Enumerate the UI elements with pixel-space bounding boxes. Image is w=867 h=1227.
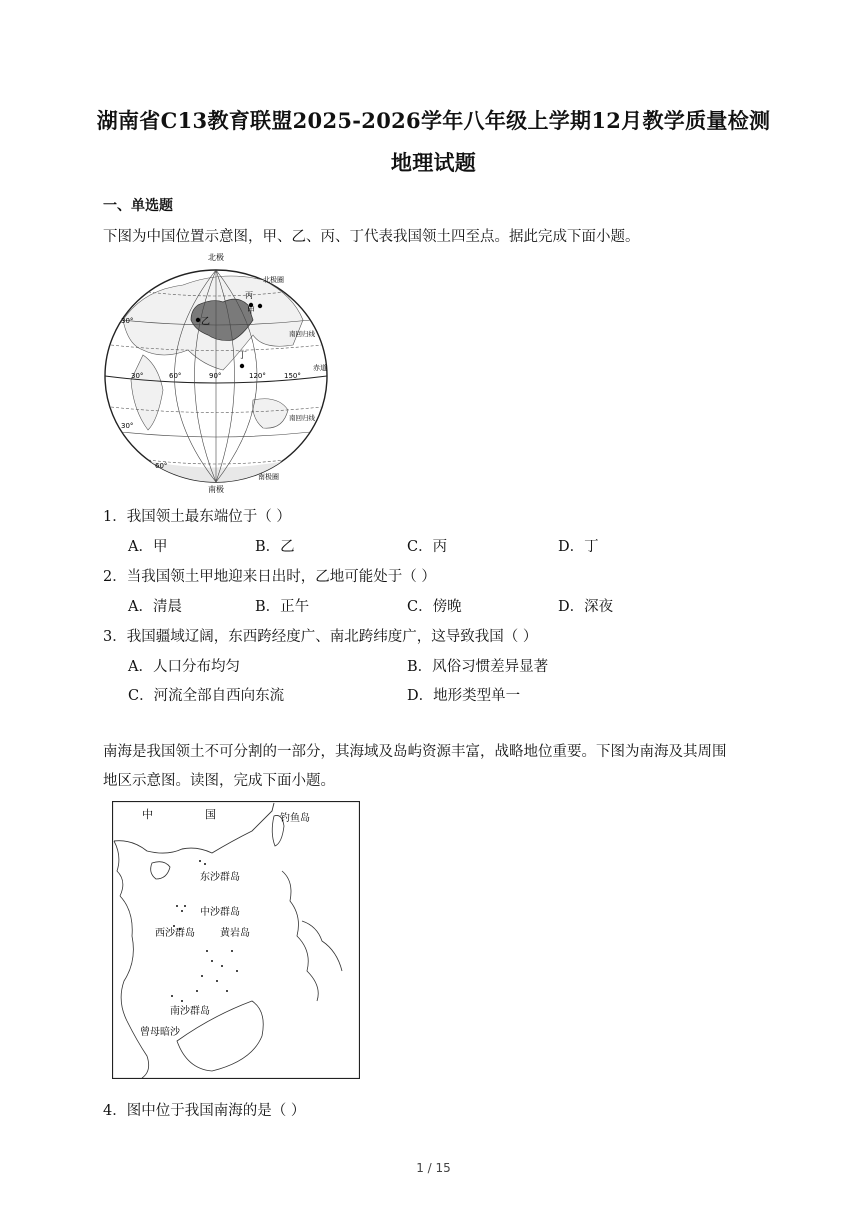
tropic-cancer-label: 南回归线	[289, 330, 315, 338]
intro-text-1: 下图为中国位置示意图，甲、乙、丙、丁代表我国领土四至点。据此完成下面小题。	[103, 229, 640, 245]
question-4-stem: 4．图中位于我国南海的是（ ）	[103, 1103, 306, 1119]
lat-30n-label: 30°	[121, 317, 134, 325]
china-label-1: 中	[142, 808, 153, 821]
q3-option-b[interactable]: B．风俗习惯差异显著	[407, 659, 549, 675]
dongsha-label: 东沙群岛	[200, 872, 240, 883]
q1-option-d[interactable]: D．丁	[558, 539, 599, 555]
lon-30-label: 30°	[131, 372, 144, 380]
question-2-stem: 2．当我国领土甲地迎来日出时，乙地可能处于（ ）	[103, 569, 436, 585]
lon-90-label: 90°	[209, 372, 222, 380]
china-label-2: 国	[205, 808, 216, 821]
lon-60-label: 60°	[169, 372, 182, 380]
q1-option-b[interactable]: B．乙	[255, 539, 295, 555]
section-heading: 一、单选题	[103, 198, 173, 214]
q3-option-d[interactable]: D．地形类型单一	[407, 688, 521, 704]
point-jia-label: 甲	[247, 306, 255, 315]
q1-option-c[interactable]: C．丙	[407, 539, 448, 555]
point-yi-label: 乙	[201, 317, 211, 327]
south-china-sea-map	[112, 801, 360, 1079]
page-subtitle: 地理试题	[390, 150, 477, 175]
intro-text-2-line1: 南海是我国领土不可分割的一部分，其海域及岛屿资源丰富，战略地位重要。下图为南海及其周围	[103, 744, 727, 760]
page-number: 1 / 15	[416, 1161, 451, 1175]
q1-option-a[interactable]: A．甲	[128, 539, 168, 555]
point-ding-label: 丁	[238, 351, 248, 361]
q3-option-a[interactable]: A．人口分布均匀	[128, 659, 240, 675]
q2-option-a[interactable]: A．清晨	[128, 599, 182, 615]
tropic-capricorn-label: 南回归线	[289, 414, 315, 422]
lat-30s-label: 30°	[121, 422, 134, 430]
intro-text-2-line2: 地区示意图。读图，完成下面小题。	[103, 773, 335, 789]
xisha-label: 西沙群岛	[155, 928, 195, 939]
nansha-label: 南沙群岛	[170, 1006, 210, 1017]
point-bing-label: 丙	[245, 291, 253, 300]
huangyan-label: 黄岩岛	[220, 928, 250, 939]
q2-option-b[interactable]: B．正午	[255, 599, 310, 615]
lat-60s-label: 60°	[155, 462, 168, 470]
question-1-stem: 1．我国领土最东端位于（ ）	[103, 509, 291, 525]
q2-option-d[interactable]: D．深夜	[558, 599, 614, 615]
lon-120-label: 120°	[249, 372, 266, 380]
question-3-stem: 3．我国疆域辽阔，东西跨经度广、南北跨纬度广，这导致我国（ ）	[103, 629, 538, 645]
china-location-globe-map	[103, 250, 329, 494]
q3-option-c[interactable]: C．河流全部自西向东流	[128, 688, 285, 704]
equator-label: 赤道	[313, 364, 327, 372]
page-title: 湖南省C13教育联盟2025-2026学年八年级上学期12月教学质量检测	[96, 108, 771, 133]
arctic-circle-label: 北极圈	[263, 276, 284, 284]
south-pole-label: 南极	[208, 485, 224, 494]
zengmu-label: 曾母暗沙	[140, 1027, 180, 1038]
diaoyu-label: 钓鱼岛	[280, 813, 310, 824]
zhongsha-label: 中沙群岛	[200, 907, 240, 918]
north-pole-label: 北极	[208, 253, 224, 262]
q2-option-c[interactable]: C．傍晚	[407, 599, 462, 615]
antarctic-circle-label: 南极圈	[258, 473, 279, 481]
lon-150-label: 150°	[284, 372, 301, 380]
